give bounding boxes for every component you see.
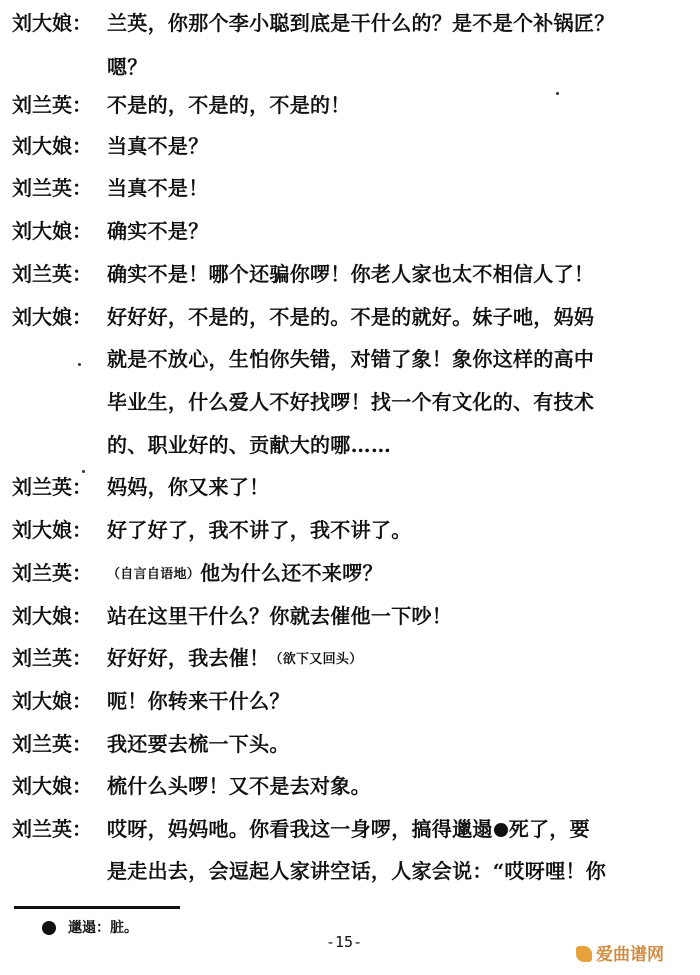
dialogue-line — [0, 771, 700, 801]
page-number: -15- — [326, 933, 363, 951]
dialogue-text: 是走出去，会逗起人家讲空话，人家会说：“哎呀哩！你 — [107, 859, 607, 883]
dialogue-line — [0, 601, 700, 631]
footnote-marker-icon — [42, 921, 56, 935]
speaker-name: 刘兰英： — [12, 732, 92, 756]
dialogue-text-part: 哎呀，妈妈吔。你看我这一身啰，搞得邋遢 — [107, 817, 493, 841]
dialogue-text-part: 死了，要 — [508, 817, 590, 841]
dialogue-text: 呃！你转来干什么？ — [107, 689, 290, 713]
dialogue-line — [0, 344, 700, 374]
dialogue-line — [0, 729, 700, 759]
print-speck — [82, 470, 85, 473]
dialogue-line — [0, 52, 700, 82]
dialogue-line — [0, 814, 700, 844]
footnote-text: 邋遢：脏。 — [68, 920, 138, 936]
dialogue-line — [0, 686, 700, 716]
dialogue-line — [0, 259, 700, 289]
speaker-name: 刘大娘： — [12, 219, 92, 243]
dialogue-text: 毕业生，什么爱人不好找啰！找一个有文化的、有技术 — [107, 390, 595, 414]
dialogue-text: 当真不是？ — [107, 134, 209, 158]
speaker-name: 刘大娘： — [12, 305, 92, 329]
speaker-name: 刘兰英： — [12, 475, 92, 499]
dialogue-text: 站在这里干什么？你就去催他一下吵！ — [107, 604, 453, 628]
speaker-name: 刘大娘： — [12, 689, 92, 713]
dialogue-line — [0, 131, 700, 161]
dialogue-text: 就是不放心，生怕你失错，对错了象！象你这样的高中 — [107, 347, 595, 371]
speaker-name: 刘兰英： — [12, 176, 92, 200]
dialogue-text-part: 他为什么还不来啰？ — [200, 561, 383, 585]
dialogue-text — [107, 814, 590, 844]
watermark-text: 爱曲谱网 — [596, 945, 664, 965]
speaker-name: 刘大娘： — [12, 518, 92, 542]
dialogue-text: 当真不是！ — [107, 176, 209, 200]
watermark-logo-icon — [576, 946, 592, 962]
watermark — [576, 944, 664, 966]
dialogue-line — [0, 216, 700, 246]
speaker-name: 刘大娘： — [12, 604, 92, 628]
dialogue-line — [0, 173, 700, 203]
dialogue-text: 嗯？ — [107, 55, 148, 79]
dialogue-text: 确实不是？ — [107, 219, 209, 243]
dialogue-line — [0, 302, 700, 332]
footnote-marker-icon — [494, 823, 508, 837]
speaker-name: 刘大娘： — [12, 11, 92, 35]
speaker-name: 刘大娘： — [12, 134, 92, 158]
speaker-name: 刘大娘： — [12, 774, 92, 798]
speaker-name: 刘兰英： — [12, 561, 92, 585]
dialogue-text: 不是的，不是的，不是的！ — [107, 93, 351, 117]
dialogue-text: 梳什么头啰！又不是去对象。 — [107, 774, 371, 798]
stage-direction: （欲下又回头） — [269, 652, 363, 667]
dialogue-line — [0, 90, 700, 120]
speaker-name: 刘兰英： — [12, 262, 92, 286]
speaker-name: 刘兰英： — [12, 646, 92, 670]
dialogue-line — [0, 472, 700, 502]
dialogue-line — [0, 430, 700, 460]
dialogue-line — [0, 643, 700, 673]
dialogue-text: 妈妈，你又来了！ — [107, 475, 270, 499]
dialogue-line — [0, 515, 700, 545]
speaker-name: 刘兰英： — [12, 93, 92, 117]
dialogue-line — [0, 8, 700, 38]
dialogue-text: 好了好了，我不讲了，我不讲了。 — [107, 518, 412, 542]
dialogue-text — [107, 643, 363, 673]
footnote-divider — [14, 906, 180, 909]
speaker-name: 刘兰英： — [12, 817, 92, 841]
stage-direction: （自言自语地） — [107, 567, 201, 582]
dialogue-line — [0, 387, 700, 417]
dialogue-text — [107, 558, 383, 588]
dialogue-text: 的、职业好的、贡献大的哪…… — [107, 433, 392, 457]
print-speck — [78, 363, 81, 366]
dialogue-text: 兰英，你那个李小聪到底是干什么的？是不是个补锅匠？ — [107, 11, 615, 35]
dialogue-text: 好好好，不是的，不是的。不是的就好。妹子吔，妈妈 — [107, 305, 595, 329]
dialogue-text: 确实不是！哪个还骗你啰！你老人家也太不相信人了！ — [107, 262, 595, 286]
dialogue-line — [0, 856, 700, 886]
print-speck — [556, 92, 559, 95]
dialogue-text: 我还要去梳一下头。 — [107, 732, 290, 756]
dialogue-text-part: 好好好，我去催！ — [107, 646, 270, 670]
dialogue-line — [0, 558, 700, 588]
